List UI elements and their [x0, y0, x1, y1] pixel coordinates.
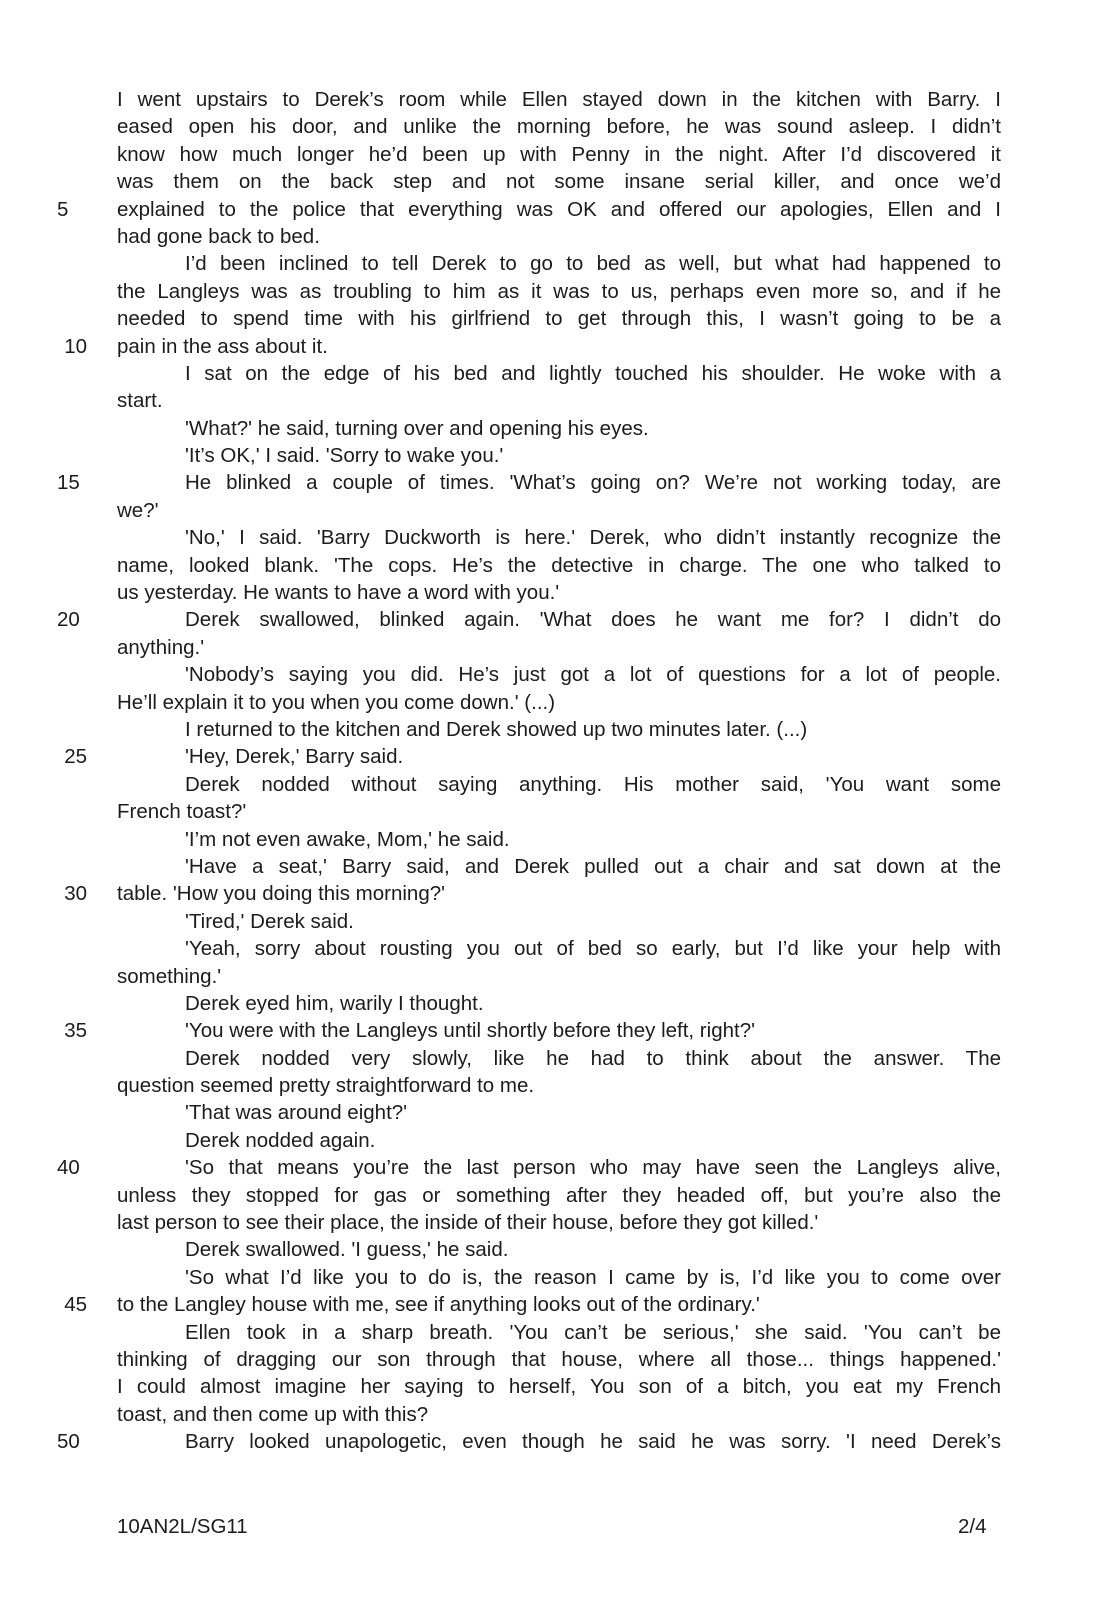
line-text: explained to the police that everything was OK and offered our apologies, Ellen and I — [117, 197, 1001, 221]
text-line — [117, 278, 1001, 305]
line-number: 50 — [57, 1430, 80, 1454]
line-number: 45 — [64, 1293, 87, 1317]
line-text: know how much longer he’d been up with Penny in the night. After I’d discovered it — [117, 142, 1001, 166]
text-line — [117, 1346, 1001, 1373]
line-text: 'That was around eight?' — [185, 1101, 408, 1125]
line-text: Derek swallowed. 'I guess,' he said. — [185, 1238, 509, 1262]
text-line — [117, 1045, 1001, 1072]
text-line — [117, 826, 1001, 853]
line-text: 'It’s OK,' I said. 'Sorry to wake you.' — [185, 444, 504, 468]
line-number: 25 — [64, 745, 87, 769]
text-line — [117, 305, 1001, 332]
line-text: 'I’m not even awake, Mom,' he said. — [185, 827, 510, 851]
text-line — [117, 442, 1001, 469]
passage-text — [57, 86, 1001, 1456]
line-text: anything.' — [117, 635, 205, 659]
line-text: last person to see their place, the inside of their house, before they got killed.' — [117, 1211, 819, 1235]
text-line — [117, 415, 1001, 442]
line-text: 'Nobody’s saying you did. He’s just got a lot of questions for a lot of people. — [185, 663, 1001, 687]
line-text: name, looked blank. 'The cops. He’s the detective in charge. The one who talked to — [117, 553, 1001, 577]
page-number: 2/4 — [958, 1515, 987, 1538]
line-text: Derek nodded without saying anything. His mother said, 'You want some — [185, 772, 1001, 796]
line-text: I went upstairs to Derek’s room while Ellen stayed down in the kitchen with Barry. I — [117, 88, 1001, 111]
text-line — [117, 113, 1001, 140]
line-text: I’d been inclined to tell Derek to go to bed as well, but what had happened to — [185, 252, 1001, 276]
text-line — [117, 798, 1001, 825]
text-line — [117, 1072, 1001, 1099]
text-line — [117, 689, 1001, 716]
text-line — [117, 963, 1001, 990]
line-text: had gone back to bed. — [117, 224, 320, 248]
line-text: 'No,' I said. 'Barry Duckworth is here.' Derek, who didn’t instantly recognize the — [185, 526, 1001, 550]
line-text: Derek nodded again. — [185, 1128, 376, 1152]
line-text: Ellen took in a sharp breath. 'You can’t be serious,' she said. 'You can’t be — [185, 1320, 1001, 1344]
line-text: I returned to the kitchen and Derek showed up two minutes later. (...) — [185, 717, 808, 741]
line-text: toast, and then come up with this? — [117, 1402, 429, 1426]
line-number: 40 — [57, 1156, 80, 1180]
line-text: I could almost imagine her saying to herself, You son of a bitch, you eat my French — [117, 1375, 1001, 1399]
text-line — [117, 853, 1001, 880]
document-code: 10AN2L/SG11 — [117, 1515, 248, 1538]
text-line — [117, 223, 1001, 250]
line-text: 'So that means you’re the last person who may have seen the Langleys alive, — [185, 1156, 1001, 1180]
line-text: pain in the ass about it. — [117, 334, 328, 358]
line-number: 10 — [64, 334, 87, 358]
text-line — [117, 1127, 1001, 1154]
text-line — [117, 716, 1001, 743]
line-text: thinking of dragging our son through that house, where all those... things happened.' — [117, 1347, 1001, 1371]
line-text: 'Tired,' Derek said. — [185, 909, 354, 933]
line-text: we?' — [117, 498, 159, 522]
text-line — [64, 743, 1001, 770]
text-line — [64, 333, 1001, 360]
text-line — [117, 908, 1001, 935]
text-line — [117, 1099, 1001, 1126]
text-line — [117, 250, 1001, 277]
line-number: 20 — [57, 608, 80, 632]
line-text: Barry looked unapologetic, even though he said he was sorry. 'I need Derek’s — [185, 1430, 1001, 1454]
text-line — [117, 1264, 1001, 1291]
text-line — [117, 1182, 1001, 1209]
text-line — [117, 1209, 1001, 1236]
text-line — [117, 771, 1001, 798]
line-text: 'So what I’d like you to do is, the reason I came by is, I’d like you to come over — [185, 1265, 1001, 1289]
line-text: Derek nodded very slowly, like he had to think about the answer. The — [185, 1046, 1001, 1070]
line-text: eased open his door, and unlike the morning before, he was sound asleep. I didn’t — [117, 115, 1001, 139]
line-text: He blinked a couple of times. 'What’s going on? We’re not working today, are — [185, 471, 1001, 495]
line-text: was them on the back step and not some insane serial killer, and once we’d — [117, 170, 1001, 194]
text-line — [64, 880, 1001, 907]
line-text: He’ll explain it to you when you come down.' (...) — [117, 690, 556, 714]
line-text: 'Hey, Derek,' Barry said. — [185, 745, 404, 769]
text-line — [117, 86, 1001, 113]
text-line — [117, 524, 1001, 551]
text-line — [117, 552, 1001, 579]
line-text: 'What?' he said, turning over and opening his eyes. — [185, 416, 649, 440]
text-line — [117, 1373, 1001, 1400]
line-text: Derek swallowed, blinked again. 'What does he want me for? I didn’t do — [185, 608, 1001, 632]
text-line — [64, 1017, 1001, 1044]
line-text: needed to spend time with his girlfriend to get through this, I wasn’t going to be a — [117, 307, 1001, 331]
line-text: something.' — [117, 964, 222, 988]
line-number: 35 — [64, 1019, 87, 1043]
text-line — [117, 168, 1001, 195]
text-line — [117, 579, 1001, 606]
line-text: to the Langley house with me, see if anything looks out of the ordinary.' — [117, 1293, 760, 1317]
line-text: 'Yeah, sorry about rousting you out of bed so early, but I’d like your help with — [185, 937, 1001, 961]
line-text: 'Have a seat,' Barry said, and Derek pulled out a chair and sat down at the — [185, 854, 1001, 878]
line-text: the Langleys was as troubling to him as it was to us, perhaps even more so, and if he — [117, 279, 1001, 303]
line-text: question seemed pretty straightforward to me. — [117, 1074, 535, 1098]
text-line — [57, 1428, 1001, 1455]
line-number: 5 — [57, 197, 69, 221]
line-number: 30 — [64, 882, 87, 906]
text-line — [57, 606, 1001, 633]
text-line — [57, 196, 1001, 223]
line-text: Derek eyed him, warily I thought. — [185, 991, 484, 1015]
text-line — [57, 469, 1001, 496]
line-number: 15 — [57, 471, 80, 495]
line-text: table. 'How you doing this morning?' — [117, 882, 446, 906]
text-line — [117, 1236, 1001, 1263]
text-line — [117, 141, 1001, 168]
line-text: unless they stopped for gas or something after they headed off, but you’re also the — [117, 1183, 1001, 1207]
text-line — [117, 387, 1001, 414]
text-line — [117, 935, 1001, 962]
line-text: start. — [117, 389, 163, 413]
line-text: French toast?' — [117, 800, 247, 824]
text-line — [117, 634, 1001, 661]
text-line — [117, 661, 1001, 688]
text-line — [57, 1154, 1001, 1181]
text-line — [117, 360, 1001, 387]
text-line — [117, 497, 1001, 524]
line-text: 'You were with the Langleys until shortly before they left, right?' — [185, 1019, 756, 1043]
text-line — [117, 1319, 1001, 1346]
line-text: us yesterday. He wants to have a word with you.' — [117, 581, 560, 605]
text-line — [64, 1291, 1001, 1318]
text-line — [117, 1401, 1001, 1428]
text-line — [117, 990, 1001, 1017]
line-text: I sat on the edge of his bed and lightly touched his shoulder. He woke with a — [185, 361, 1001, 385]
